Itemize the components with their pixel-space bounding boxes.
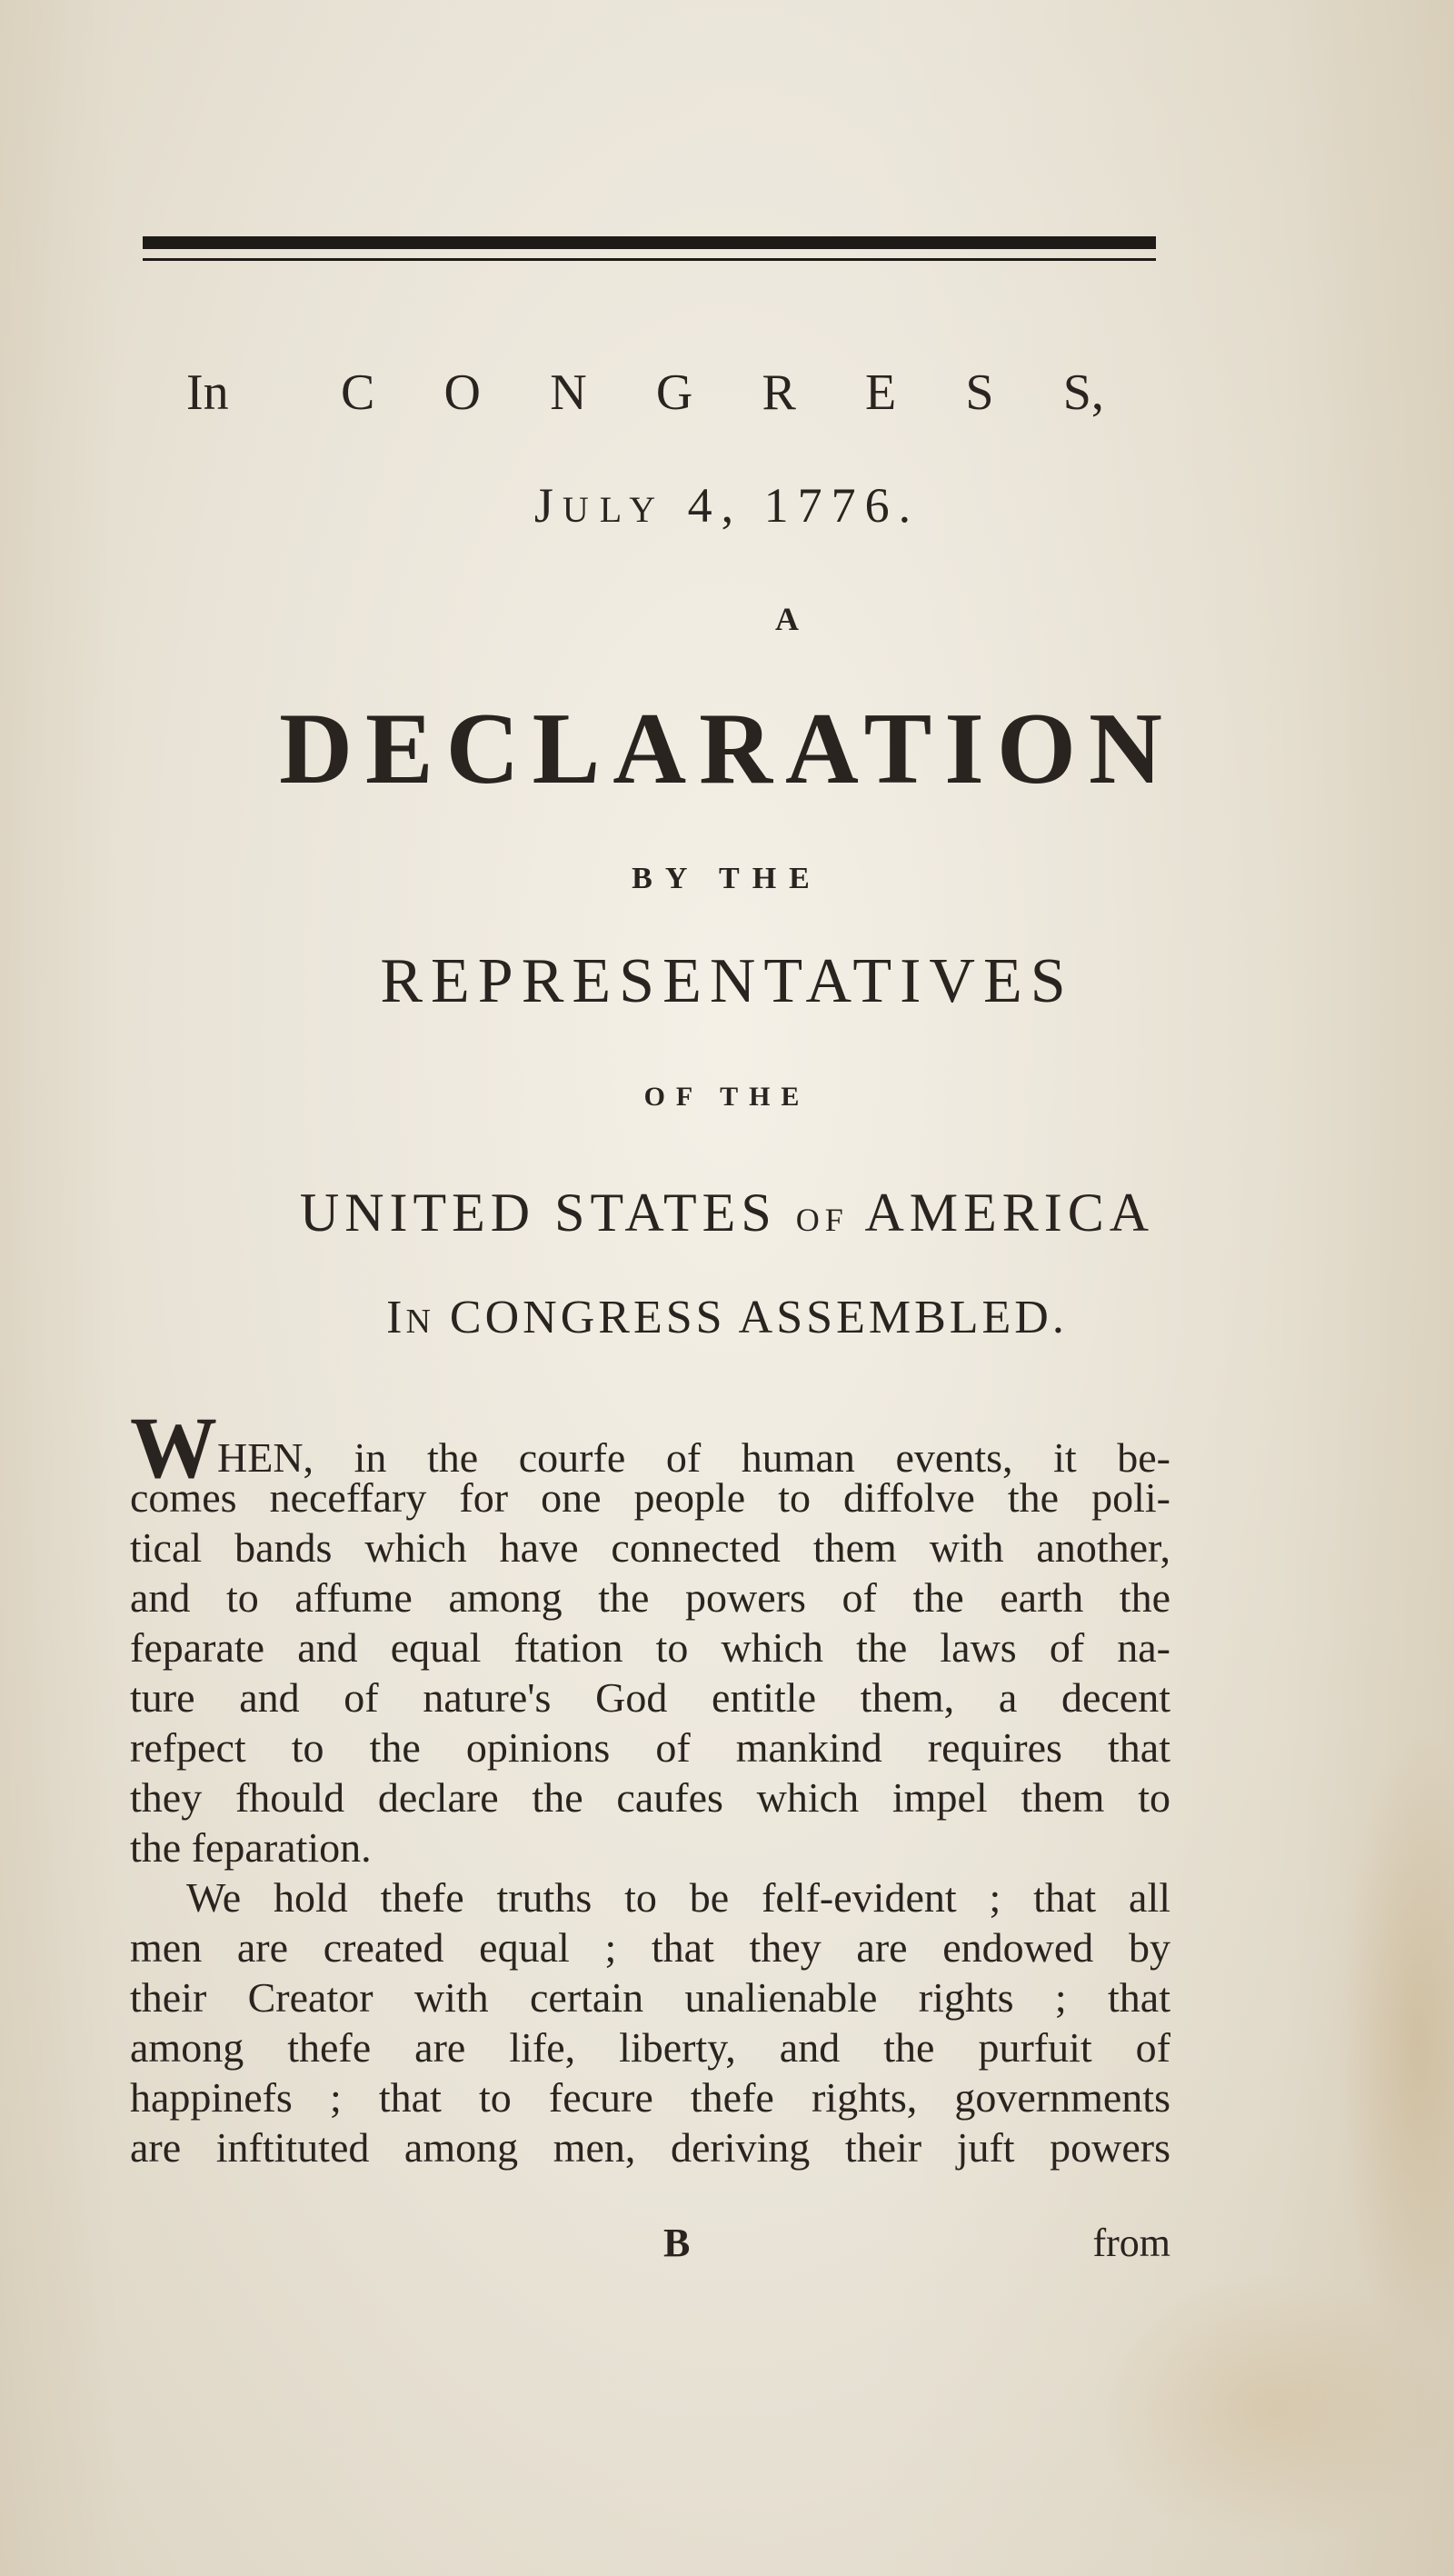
text-line: comes neceffary for one people to diffolve the poli-	[130, 1474, 1170, 1521]
congress-letter: N	[550, 364, 587, 421]
text-line: among thefe are life, liberty, and the purfuit of	[130, 2024, 1170, 2071]
of-small: OF	[795, 1202, 849, 1238]
text-line: tical bands which have connected them with another,	[130, 1524, 1170, 1571]
body-text	[130, 1399, 1170, 2172]
text-line: refpect to the opinions of mankind requires that	[130, 1724, 1170, 1771]
text-line: ture and of nature's God entitle them, a decent	[130, 1674, 1170, 1721]
text-line: men are created equal ; that they are endowed by	[130, 1924, 1170, 1971]
in-congress-line	[186, 364, 1104, 422]
signature-mark: B	[663, 2221, 691, 2265]
article-a: A	[775, 601, 799, 637]
date-month-rest: ULY	[562, 489, 667, 530]
catchword: from	[1092, 2221, 1170, 2265]
text-line: and to affume among the powers of the earth the	[130, 1574, 1170, 1621]
text-line: happinefs ; that to fecure thefe rights, governments	[130, 2074, 1170, 2121]
page-footer	[130, 2220, 1170, 2270]
congress-letter: S	[965, 364, 994, 421]
text-line: are inftituted among men, deriving their juft powers	[130, 2124, 1170, 2171]
united-states-line	[0, 1182, 1454, 1244]
header-rule-thick	[143, 236, 1156, 249]
by-the-line: BY THE	[632, 862, 822, 895]
text-line: feparate and equal ftation to which the laws of na-	[130, 1624, 1170, 1671]
text-line: We hold thefe truths to be felf-evident ; that all	[186, 1874, 1170, 1921]
congress-letter: R	[762, 364, 796, 421]
drop-cap: W	[130, 1399, 217, 1496]
in-small: N	[405, 1303, 434, 1341]
representatives-line: REPRESENTATIVES	[380, 946, 1074, 1016]
congress-letter: S,	[1062, 364, 1104, 421]
date-number: 4, 1776.	[687, 478, 921, 533]
congress-letter: O	[443, 364, 481, 421]
date-initial: J	[533, 478, 563, 533]
united-states-text: UNITED STATES	[299, 1183, 777, 1243]
header-rule-thin	[143, 258, 1156, 261]
congress-letter: G	[655, 364, 693, 421]
document-title: DECLARATION	[279, 693, 1175, 805]
in-word: In	[186, 364, 229, 421]
date-line	[0, 477, 1454, 534]
first-line-text: HEN, in the courfe of human events, it be-	[217, 1434, 1170, 1481]
text-line: their Creator with certain unalienable rights ; that	[130, 1974, 1170, 2021]
congress-assembled-text: CONGRESS ASSEMBLED.	[449, 1292, 1068, 1343]
paper-stain	[1336, 1727, 1454, 2363]
text-line: the feparation.	[130, 1824, 372, 1871]
america-text: AMERICA	[864, 1183, 1155, 1243]
congress-assembled-line	[0, 1291, 1454, 1344]
congress-letter: E	[865, 364, 897, 421]
of-the-line: OF THE	[643, 1082, 811, 1112]
congress-letter: C	[341, 364, 375, 421]
text-line	[130, 1399, 1170, 1496]
congress-word	[341, 364, 1104, 422]
text-line: they fhould declare the caufes which impel them to	[130, 1774, 1170, 1821]
in-initial: I	[386, 1292, 406, 1343]
paper-stain	[1090, 2272, 1454, 2545]
